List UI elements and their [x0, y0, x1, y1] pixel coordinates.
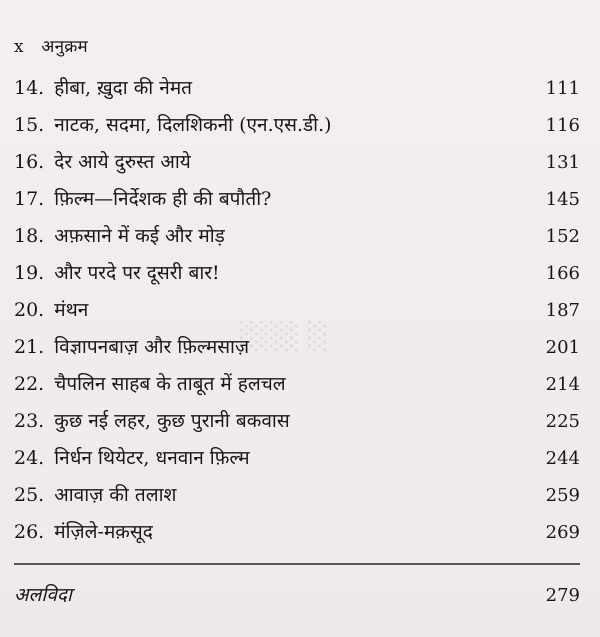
toc-entry-title: अफ़साने में कई और मोड़ — [54, 225, 225, 247]
toc-entry-number: 23. — [14, 410, 45, 432]
page-title: अनुक्रम — [41, 37, 88, 57]
toc-entry-number: 16. — [14, 151, 45, 173]
toc-entry — [14, 255, 580, 292]
toc-page-number: 166 — [545, 263, 580, 284]
toc-entry-label — [14, 514, 153, 551]
toc-entry-number: 14. — [14, 77, 45, 99]
toc-entry-label — [14, 70, 192, 107]
toc-entry — [14, 70, 580, 107]
toc-page-number: 116 — [545, 115, 580, 136]
table-of-contents — [14, 70, 580, 614]
toc-entry — [14, 144, 580, 181]
toc-entry-title: आवाज़ की तलाश — [54, 484, 177, 506]
toc-entry-label — [14, 477, 176, 514]
toc-page-number: 187 — [545, 300, 580, 321]
toc-entry-number: 21. — [14, 336, 45, 358]
toc-entry-title: और परदे पर दूसरी बार! — [54, 262, 220, 284]
toc-entry-number: 19. — [14, 262, 45, 284]
toc-entry-number: 15. — [14, 114, 45, 136]
toc-entry — [14, 218, 580, 255]
toc-entry-number: 22. — [14, 373, 45, 395]
toc-entry — [14, 107, 580, 144]
toc-entry — [14, 440, 580, 477]
toc-entry-number: 25. — [14, 484, 45, 506]
toc-page-number: 201 — [545, 337, 580, 358]
toc-page-number: 214 — [545, 374, 580, 395]
toc-entry-title: मंथन — [54, 299, 89, 321]
toc-entry-label — [14, 181, 271, 218]
toc-page-number: 279 — [545, 585, 580, 606]
toc-entry-number: 24. — [14, 447, 45, 469]
toc-entry-label — [14, 292, 88, 329]
toc-entry — [14, 292, 580, 329]
bleed-through-text: ░░░ ░ — [240, 322, 329, 352]
toc-entry-title: निर्धन थियेटर, धनवान फ़िल्म — [54, 447, 250, 469]
toc-entry-title: हीबा, ख़ुदा की नेमत — [54, 77, 193, 99]
toc-entry-label — [14, 329, 249, 366]
toc-entry — [14, 329, 580, 366]
toc-entry-title: मंज़िले-मक़सूद — [54, 521, 153, 543]
toc-entry-label — [14, 255, 220, 292]
toc-entry — [14, 181, 580, 218]
toc-page-number: 145 — [545, 189, 580, 210]
toc-entry-title: फ़िल्म—निर्देशक ही की बपौती? — [54, 188, 272, 210]
toc-page-number: 225 — [545, 411, 580, 432]
toc-page-number: 152 — [545, 226, 580, 247]
toc-entry — [14, 366, 580, 403]
toc-final-title: अलविदा — [14, 584, 72, 606]
toc-entry-title: विज्ञापनबाज़ और फ़िल्मसाज़ — [54, 336, 250, 358]
toc-page-number: 131 — [545, 152, 580, 173]
toc-page-number: 244 — [545, 448, 580, 469]
section-divider — [14, 563, 580, 565]
toc-entry-label — [14, 366, 286, 403]
toc-page-number: 259 — [545, 485, 580, 506]
toc-entry-number: 17. — [14, 188, 45, 210]
toc-entry-label — [14, 144, 191, 181]
toc-entry-title: कुछ नई लहर, कुछ पुरानी बकवास — [54, 410, 290, 432]
toc-entry — [14, 403, 580, 440]
page-folio: x — [14, 37, 24, 57]
toc-entry-title: देर आये दुरुस्त आये — [54, 151, 191, 173]
toc-entry-label — [14, 403, 290, 440]
toc-entry-title: नाटक, सदमा, दिलशिकनी (एन.एस.डी.) — [54, 114, 332, 136]
page-header — [14, 34, 88, 57]
toc-entry-number: 26. — [14, 521, 45, 543]
toc-entry — [14, 477, 580, 514]
toc-entry-number: 18. — [14, 225, 45, 247]
toc-final-entry — [14, 577, 580, 614]
toc-entry-label — [14, 218, 225, 255]
toc-entry-title: चैपलिन साहब के ताबूत में हलचल — [54, 373, 286, 395]
toc-entry-number: 20. — [14, 299, 45, 321]
toc-entry-label — [14, 440, 250, 477]
toc-page-number: 269 — [545, 522, 580, 543]
toc-page-number: 111 — [545, 78, 580, 99]
toc-entry — [14, 514, 580, 551]
toc-entry-label — [14, 107, 332, 144]
